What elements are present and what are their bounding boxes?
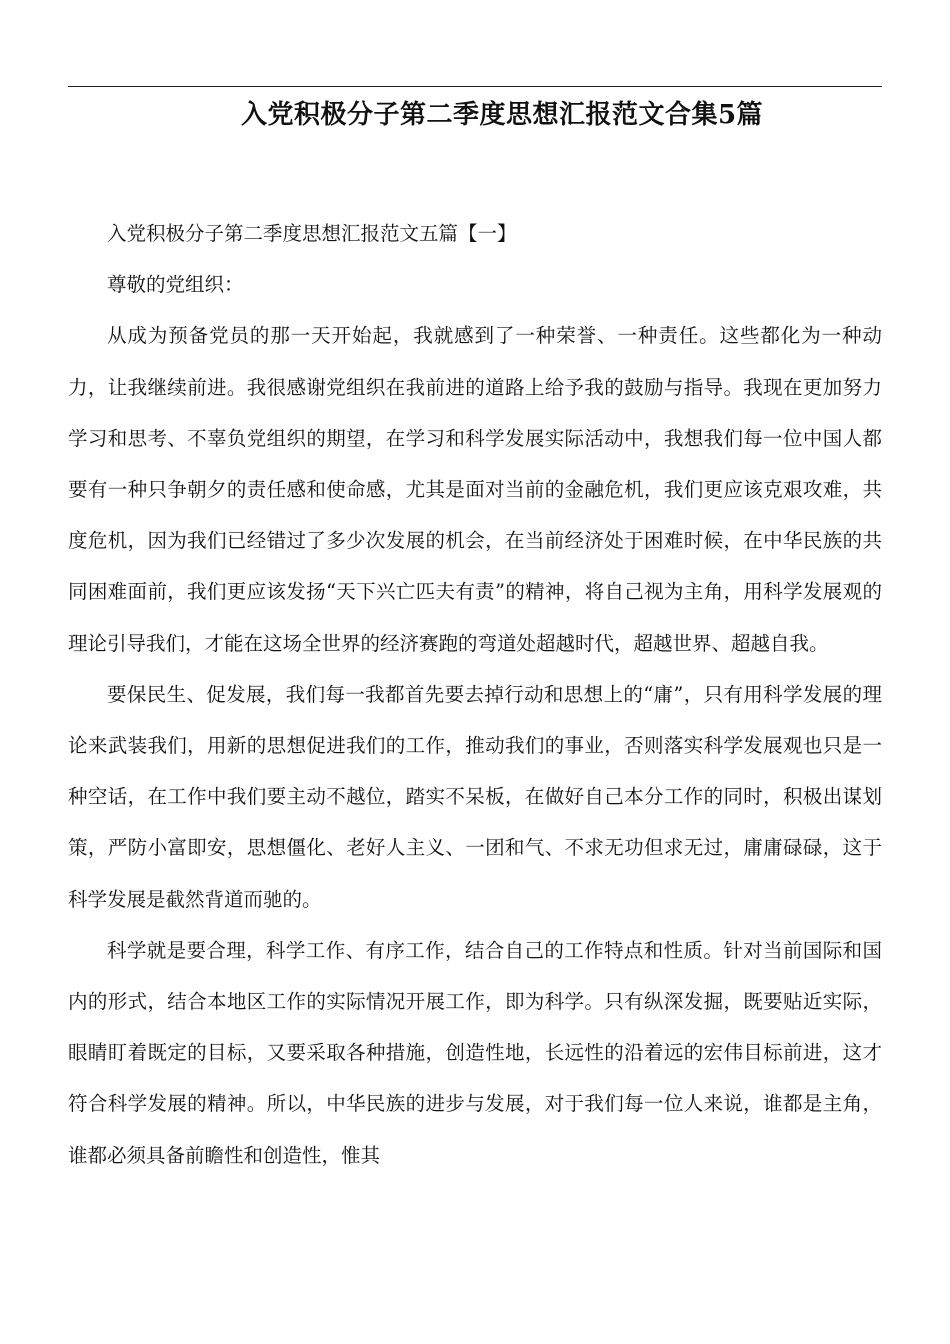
body-paragraph: 要保民生、促发展，我们每一我都首先要去掉行动和思想上的“庸”，只有用科学发展的理论来武装我们，用新的思想促进我们的工作，推动我们的事业，否则落实科学发展观也只是一种空话，在工作中我们要主动不越位，踏实不呆板，在做好自己本分工作的同时，积极出谋划策，严防小富即安，思想僵化、老好人主义、一团和气、不求无功但求无过，庸庸碌碌，这于科学发展是截然背道而驰的。 xyxy=(68,682,882,911)
document-body xyxy=(68,208,882,1181)
document-title: 入党积极分子第二季度思想汇报范文合集5篇 xyxy=(240,100,764,130)
header-rule xyxy=(68,86,882,87)
body-paragraph: 从成为预备党员的那一天开始起，我就感到了一种荣誉、一种责任。这些都化为一种动力，让我继续前进。我很感谢党组织在我前进的道路上给予我的鼓励与指导。我现在更加努力学习和思考、不辜负党组织的期望，在学习和科学发展实际活动中，我想我们每一位中国人都要有一种只争朝夕的责任感和使命感，尤其是面对当前的金融危机，我们更应该克艰攻难，共度危机，因为我们已经错过了多少次发展的机会，在当前经济处于困难时候，在中华民族的共同困难面前，我们更应该发扬“天下兴亡匹夫有责”的精神，将自己视为主角，用科学发展观的理论引导我们，才能在这场全世界的经济赛跑的弯道处超越时代，超越世界、超越自我。 xyxy=(68,324,882,655)
body-paragraph: 科学就是要合理，科学工作、有序工作，结合自己的工作特点和性质。针对当前国际和国内的形式，结合本地区工作的实际情况开展工作，即为科学。只有纵深发掘，既要贴近实际，眼睛盯着既定的目标，又要采取各种措施，创造性地，长远性的沿着远的宏伟目标前进，这才符合科学发展的精神。所以，中华民族的进步与发展，对于我们每一位人来说，谁都是主角，谁都必须具备前瞻性和创造性，惟其 xyxy=(68,938,882,1167)
section-heading: 入党积极分子第二季度思想汇报范文五篇【一】 xyxy=(107,222,517,245)
salutation: 尊敬的党组织： xyxy=(107,273,244,297)
